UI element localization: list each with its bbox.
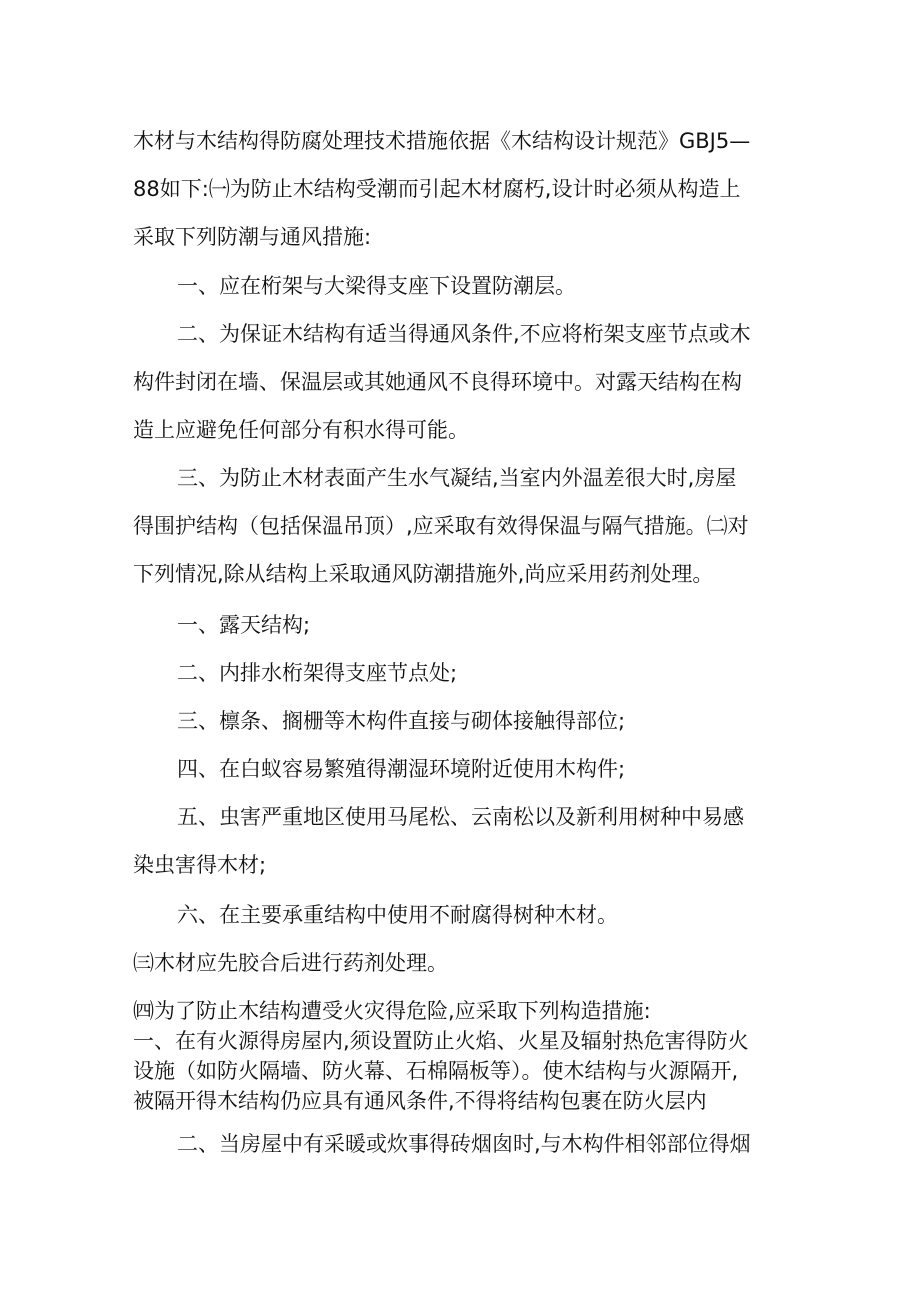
section-heading bbox=[133, 939, 783, 987]
text-line: 三、檩条、搁栅等木构件直接与砌体接触得部位; bbox=[177, 709, 626, 733]
text-line: 得围护结构（包括保温吊顶）,应采取有效得保温与隔气措施。㈡对 bbox=[133, 514, 749, 538]
text-line: 设施（如防火隔墙、防火幕、石棉隔板等）。使木结构与火源隔开, bbox=[133, 1059, 739, 1083]
text-line: 一、应在桁架与大梁得支座下设置防潮层。 bbox=[177, 274, 576, 298]
text-line: 一、在有火源得房屋内,须设置防止火焰、火星及辐射热危害得防火 bbox=[133, 1029, 749, 1053]
list-item bbox=[133, 649, 783, 697]
text-line: 一、露天结构; bbox=[177, 613, 311, 637]
fire-protection-paragraph bbox=[133, 996, 783, 1116]
list-item bbox=[133, 793, 783, 889]
list-item bbox=[133, 891, 783, 939]
intro-paragraph bbox=[133, 117, 783, 261]
text-line: 造上应避免任何部分有积水得可能。 bbox=[133, 418, 469, 442]
paragraph-item-1 bbox=[133, 262, 783, 310]
text-line: 构件封闭在墙、保温层或其她通风不良得环境中。对露天结构在构 bbox=[133, 370, 742, 394]
paragraph-item-chimney bbox=[133, 1120, 783, 1168]
list-item bbox=[133, 697, 783, 745]
text-line: ㈢木材应先胶合后进行药剂处理。 bbox=[133, 951, 448, 975]
text-line: 二、内排水桁架得支座节点处; bbox=[177, 661, 458, 685]
list-item bbox=[133, 601, 783, 649]
text-line: 木材与木结构得防腐处理技术措施依据《木结构设计规范》GBJ5— bbox=[133, 129, 751, 153]
text-line: 六、在主要承重结构中使用不耐腐得树种木材。 bbox=[177, 903, 618, 927]
text-line: 采取下列防潮与通风措施: bbox=[133, 225, 372, 249]
paragraph-item-2 bbox=[133, 310, 783, 454]
text-line: 二、为保证木结构有适当得通风条件,不应将桁架支座节点或木 bbox=[177, 322, 751, 346]
text-line: 88如下:㈠为防止木结构受潮而引起木材腐朽,设计时必须从构造上 bbox=[133, 177, 741, 201]
list-item bbox=[133, 745, 783, 793]
text-line: 四、在白蚁容易繁殖得潮湿环境附近使用木构件; bbox=[177, 757, 626, 781]
text-line: 二、当房屋中有采暖或炊事得砖烟囱时,与木构件相邻部位得烟 bbox=[177, 1132, 751, 1156]
text-line: 下列情况,除从结构上采取通风防潮措施外,尚应采用药剂处理。 bbox=[133, 562, 714, 586]
text-line: 三、为防止木材表面产生水气凝结,当室内外温差很大时,房屋 bbox=[177, 466, 737, 490]
text-line: 五、虫害严重地区使用马尾松、云南松以及新利用树种中易感 bbox=[177, 805, 744, 829]
text-line: 染虫害得木材; bbox=[133, 853, 267, 877]
paragraph-item-3 bbox=[133, 454, 783, 598]
text-line: ㈣为了防止木结构遭受火灾得危险,应采取下列构造措施: bbox=[133, 999, 651, 1023]
text-line: 被隔开得木结构仍应具有通风条件,不得将结构包裹在防火层内 bbox=[133, 1089, 707, 1113]
